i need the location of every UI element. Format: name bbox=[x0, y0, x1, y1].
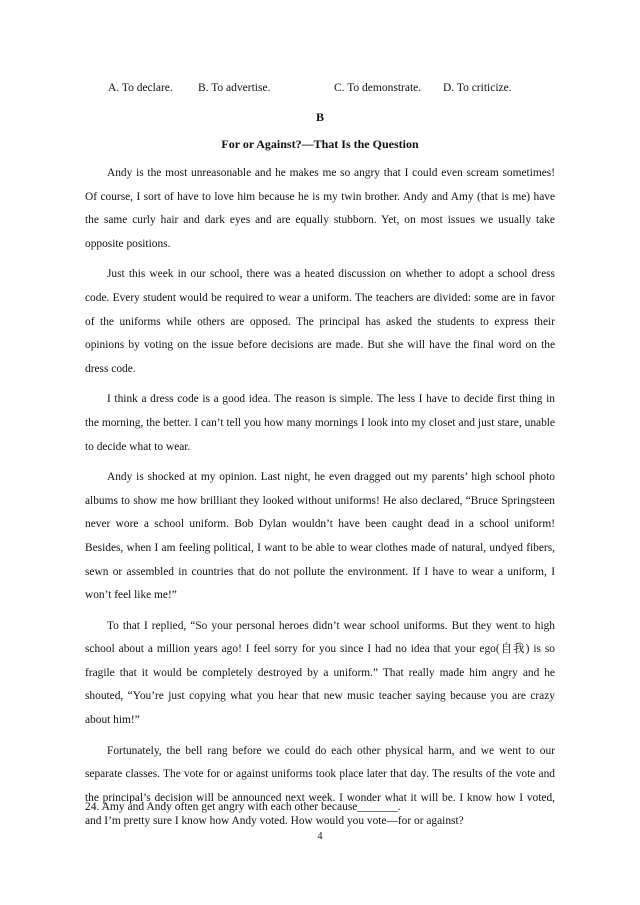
paragraph-3: I think a dress code is a good idea. The reason is simple. The less I have to decide first thing in the morning, the better. I can’t tell you how many mornings I look into my closet and just stare, unable to decide what to wear. bbox=[85, 393, 555, 453]
page-number: 4 bbox=[317, 831, 323, 842]
passage-title: For or Against?—That Is the Question bbox=[221, 137, 419, 151]
paragraph-1: Andy is the most unreasonable and he makes me so angry that I could even scream sometimes! Of course, I sort of have to love him because he is my twin brother. Andy and Amy (that is me) have the same curly hair and dark eyes and are equally stubborn. Yet, on most issues we usually take opposite positions. bbox=[85, 167, 555, 250]
question-24: 24. Amy and Andy often get angry with each other because_______. bbox=[85, 801, 401, 813]
section-letter: B bbox=[315, 110, 324, 124]
option-c: C. To demonstrate. bbox=[334, 82, 422, 94]
option-d: D. To criticize. bbox=[443, 82, 512, 94]
previous-question-options bbox=[0, 82, 640, 100]
paragraph-4: Andy is shocked at my opinion. Last night, he even dragged out my parents’ high school photo albums to show me how brilliant they looked without uniforms! He also declared, “Bruce Springsteen never wore a school uniform. Bob Dylan wouldn’t have been caught dead in a school uniform! Besides, when I am feeling political, I want to be able to wear clothes made of natural, undyed fibers, sewn or assembled in countries that do not pollute the environment. If I have to wear a uniform, I won’t feel like me!” bbox=[85, 471, 555, 602]
paragraph-6: Fortunately, the bell rang before we could do each other physical harm, and we went to our separate classes. The vote for or against uniforms took place later that day. The results of the vote and the principal’s decision will be announced next week. I wonder what it will be. I know how I voted, and I’m pretty sure I know how Andy voted. How would you vote—for or against? bbox=[85, 744, 555, 828]
passage-body bbox=[85, 162, 555, 841]
paragraph-5: To that I replied, “So your personal heroes didn’t wear school uniforms. But they went to high school about a million years ago! I feel sorry for you since I had no idea that your ego(自我) is so fragile that it would be completely destroyed by a uniform.” That really made him angry and he shouted, “You’re just copying what you hear that new music teacher saying because you are crazy about him!” bbox=[85, 619, 555, 727]
option-a: A. To declare. bbox=[108, 82, 173, 94]
paragraph-2: Just this week in our school, there was a heated discussion on whether to adopt a school dress code. Every student would be required to wear a uniform. The teachers are divided: some are in favor of the uniforms while others are opposed. The principal has asked the students to express their opinions by voting on the issue before decisions are made. But she will have the final word on the dress code. bbox=[85, 268, 555, 375]
option-b: B. To advertise. bbox=[198, 82, 271, 94]
